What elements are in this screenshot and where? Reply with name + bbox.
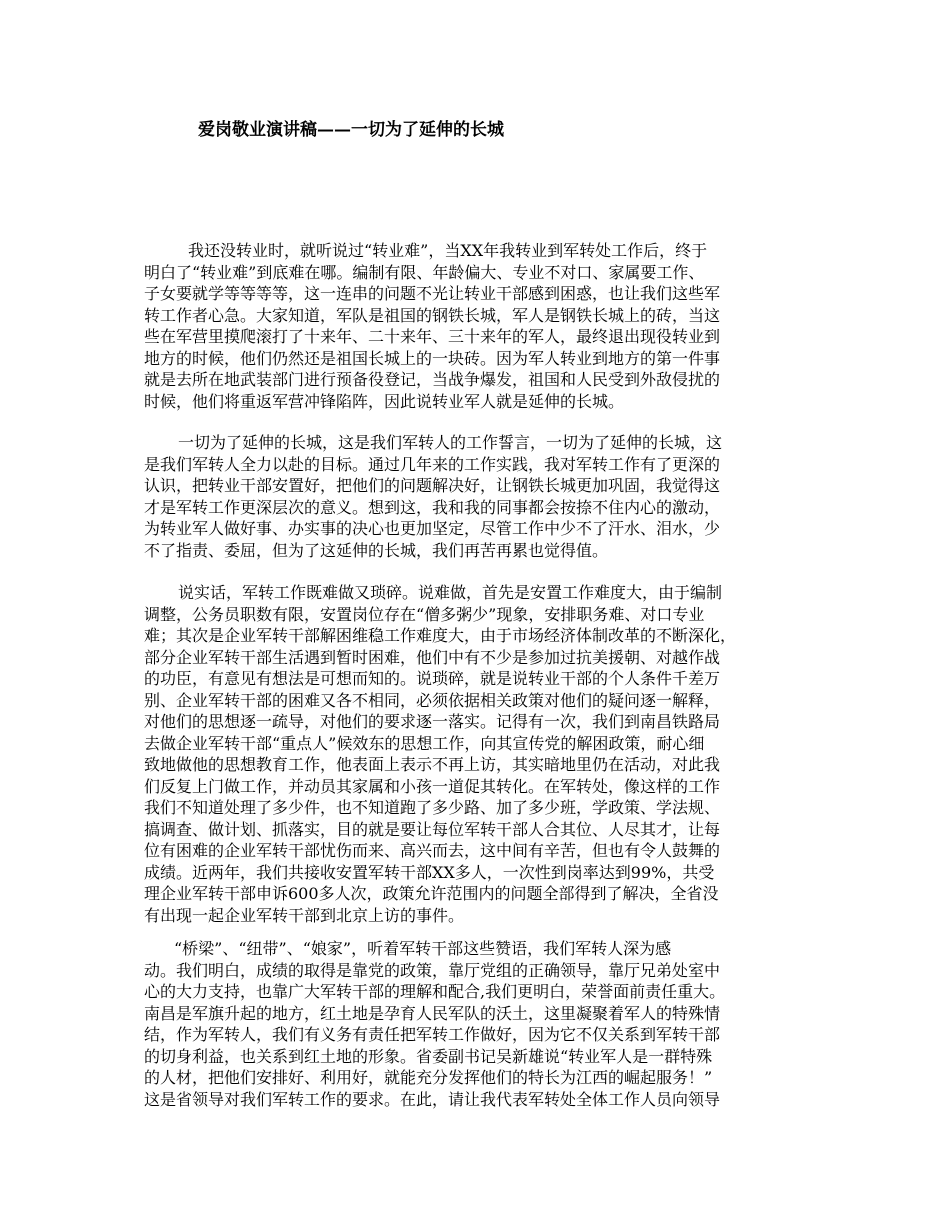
paragraph-line: 的功臣，有意见有想法是可想而知的。说琐碎，就是说转业干部的个人条件千差万 (144, 669, 721, 688)
paragraph-line: 说实话，军转工作既难做又琐碎。说难做，首先是安置工作难度大，由于编制 (178, 583, 723, 602)
paragraph-line: 理企业军转干部申诉600多人次，政策允许范围内的问题全部得到了解决，全省没 (144, 884, 719, 903)
paragraph-line: 部分企业军转干部生活遇到暂时困难，他们中有不少是参加过抗美援朝、对越作战 (144, 647, 721, 667)
paragraph-line: 位有困难的企业军转干部忧伤而来、高兴而去，这中间有辛苦，但也有令人鼓舞的 (144, 841, 721, 860)
paragraph-3 (144, 582, 824, 926)
paragraph-line: 地方的时候，他们仍然还是祖国长城上的一块砖。因为军人转业到地方的第一件事 (144, 348, 721, 368)
document-title: 爱岗敬业演讲稿——一切为了延伸的长城 (198, 120, 504, 140)
paragraph-line: 为转业军人做好事、办实事的决心也更加坚定，尽管工作中少不了汗水、泪水，少 (144, 519, 721, 538)
paragraph-line: 这是省领导对我们军转工作的要求。在此，请让我代表军转处全体工作人员向领导 (144, 1089, 721, 1109)
paragraph-line: 动。我们明白，成绩的取得是靠党的政策，靠厅党组的正确领导，靠厅兄弟处室中 (144, 960, 721, 980)
paragraph-line: 明白了“转业难”到底难在哪。编制有限、年龄偏大、专业不对口、家属要工作、 (144, 262, 705, 282)
paragraph-line: 难；其次是企业军转干部解困维稳工作难度大，由于市场经济体制改革的不断深化， (144, 626, 737, 645)
paragraph-line: 的人材，把他们安排好、利用好，就能充分发挥他们的特长为江西的崛起服务！” (144, 1068, 713, 1087)
paragraph-line: 成绩。近两年，我们共接收安置军转干部XX多人，一次性到岗率达到99%，共受 (144, 862, 715, 882)
paragraph-line: 有出现一起企业军转干部到北京上访的事件。 (144, 905, 465, 925)
paragraph-line: 别、企业军转干部的困难又各不相同，必须依据相关政策对他们的疑问逐一解释， (144, 690, 721, 710)
paragraph-line: 对他们的思想逐一疏导，对他们的要求逐一落实。记得有一次，我们到南昌铁路局 (144, 712, 721, 731)
paragraph-line: 时候，他们将重返军营冲锋陷阵，因此说转业军人就是延伸的长城。 (144, 391, 625, 411)
paragraph-line: 致地做他的思想教育工作，他表面上表示不再上访，其实暗地里仍在活动，对此我 (144, 755, 721, 774)
paragraph-line: “桥梁”、“纽带”、“娘家”，听着军转干部这些赞语，我们军转人深为感 (174, 939, 672, 958)
paragraph-line: 调整，公务员职数有限，安置岗位存在“僧多粥少”现象，安排职务难、对口专业 (144, 604, 705, 624)
paragraph-line: 子女要就学等等等等，这一连串的问题不光让转业干部感到困惑，也让我们这些军 (144, 284, 721, 303)
paragraph-line: 我还没转业时，就听说过“转业难”，当XX年我转业到军转处工作后，终于 (188, 241, 708, 260)
paragraph-line: 搞调查、做计划、抓落实，目的就是要让每位军转干部人合其位、人尽其才，让每 (144, 819, 721, 839)
paragraph-line: 南昌是军旗升起的地方，红土地是孕育人民军队的沃土，这里凝聚着军人的特殊情 (144, 1003, 721, 1023)
paragraph-line: 是我们军转人全力以赴的目标。通过几年来的工作实践，我对军转工作有了更深的 (144, 454, 721, 474)
paragraph-line: 们反复上门做工作，并动员其家属和小孩一道促其转化。在军转处，像这样的工作 (144, 776, 721, 796)
paragraph-line: 我们不知道处理了多少件，也不知道跑了多少路、加了多少班，学政策、学法规、 (144, 798, 721, 817)
paragraph-line: 就是去所在地武装部门进行预备役登记，当战争爆发，祖国和人民受到外敌侵扰的 (144, 370, 721, 389)
paragraph-1 (144, 240, 824, 412)
paragraph-4 (144, 938, 824, 1110)
paragraph-line: 转工作者心急。大家知道，军队是祖国的钢铁长城，军人是钢铁长城上的砖，当这 (144, 305, 721, 325)
paragraph-line: 认识，把转业干部安置好，把他们的问题解决好，让钢铁长城更加巩固，我觉得这 (144, 476, 721, 495)
paragraph-line: 才是军转工作更深层次的意义。想到这，我和我的同事都会按捺不住内心的激动， (144, 497, 721, 517)
paragraph-line: 去做企业军转干部“重点人”候效东的思想工作，向其宣传党的解困政策，耐心细 (144, 733, 705, 753)
paragraph-line: 些在军营里摸爬滚打了十来年、二十来年、三十来年的军人，最终退出现役转业到 (144, 327, 721, 346)
paragraph-line: 的切身利益，也关系到红土地的形象。省委副书记吴新雄说“转业军人是一群特殊 (144, 1046, 713, 1066)
paragraph-2 (144, 432, 824, 561)
paragraph-line: 结，作为军转人，我们有义务有责任把军转工作做好，因为它不仅关系到军转干部 (144, 1025, 721, 1044)
paragraph-line: 不了指责、委屈，但为了这延伸的长城，我们再苦再累也觉得值。 (144, 540, 609, 560)
paragraph-line: 一切为了延伸的长城，这是我们军转人的工作誓言，一切为了延伸的长城，这 (178, 433, 723, 452)
paragraph-line: 心的大力支持，也靠广大军转干部的理解和配合,我们更明白，荣誉面前责任重大。 (144, 982, 726, 1001)
